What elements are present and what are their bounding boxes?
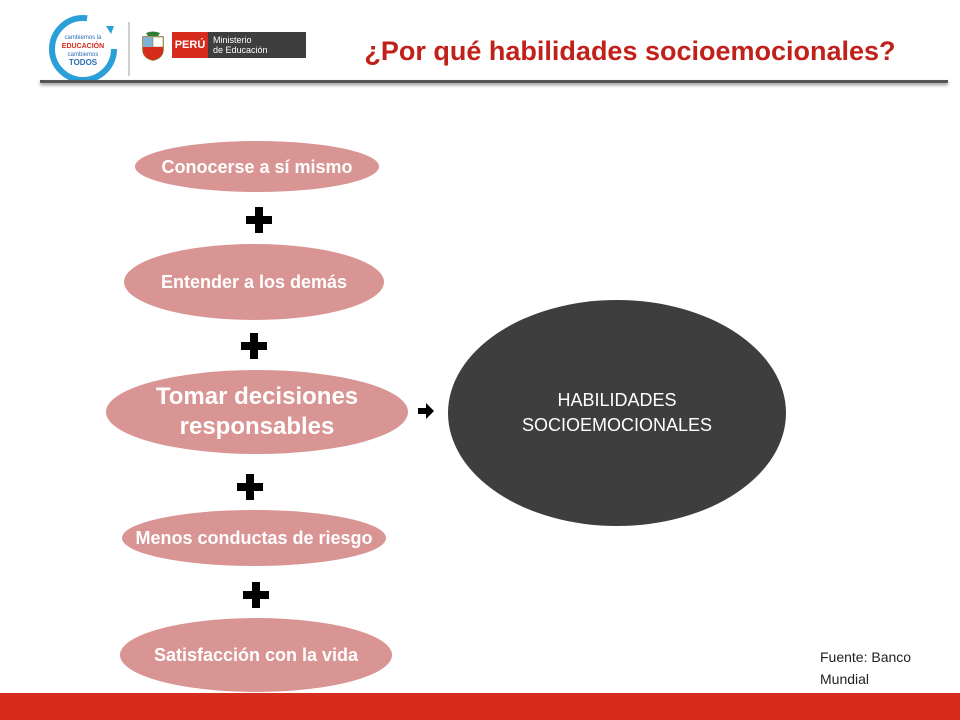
arrow-right-icon — [418, 403, 434, 419]
ministry-line-1: Ministerio — [213, 35, 252, 45]
logo-text-1: cambiemos la — [64, 35, 102, 41]
logo-text-2: EDUCACIÓN — [61, 43, 105, 50]
plus-icon — [246, 207, 272, 233]
component-self-awareness — [135, 141, 379, 192]
result-label: HABILIDADES SOCIOEMOCIONALES — [521, 390, 713, 435]
component-understand-others — [124, 244, 384, 320]
peru-label: PERÚ — [172, 32, 208, 58]
ministry-label — [208, 32, 306, 58]
result-socioemotional-skills — [448, 300, 786, 526]
plus-icon — [243, 582, 269, 608]
logo-divider — [128, 22, 130, 76]
header — [0, 0, 960, 92]
footer-bar — [0, 693, 960, 720]
component-label: Entender a los demás — [160, 272, 348, 292]
ministry-line-2: de Educación — [213, 45, 268, 55]
coat-of-arms-icon — [140, 31, 166, 61]
slide-title: ¿Por qué habilidades socioemocionales? — [364, 36, 896, 66]
component-label: Satisfacción con la vida — [153, 645, 359, 665]
education-campaign-logo — [48, 14, 118, 84]
component-label: Conocerse a sí mismo — [161, 156, 353, 177]
component-label: Tomar decisiones responsables — [155, 383, 359, 440]
source-note: Fuente: Banco Mundial — [820, 649, 912, 687]
logo-text-3: cambiemos — [67, 52, 99, 58]
component-label: Menos conductas de riesgo — [135, 528, 373, 548]
plus-icon — [241, 333, 267, 359]
plus-icon — [237, 474, 263, 500]
component-responsible-decisions — [106, 370, 408, 454]
component-life-satisfaction — [120, 618, 392, 692]
logo-text-4: TODOS — [68, 58, 98, 67]
title-underline — [40, 80, 948, 83]
component-fewer-risk-behaviors — [122, 510, 386, 566]
